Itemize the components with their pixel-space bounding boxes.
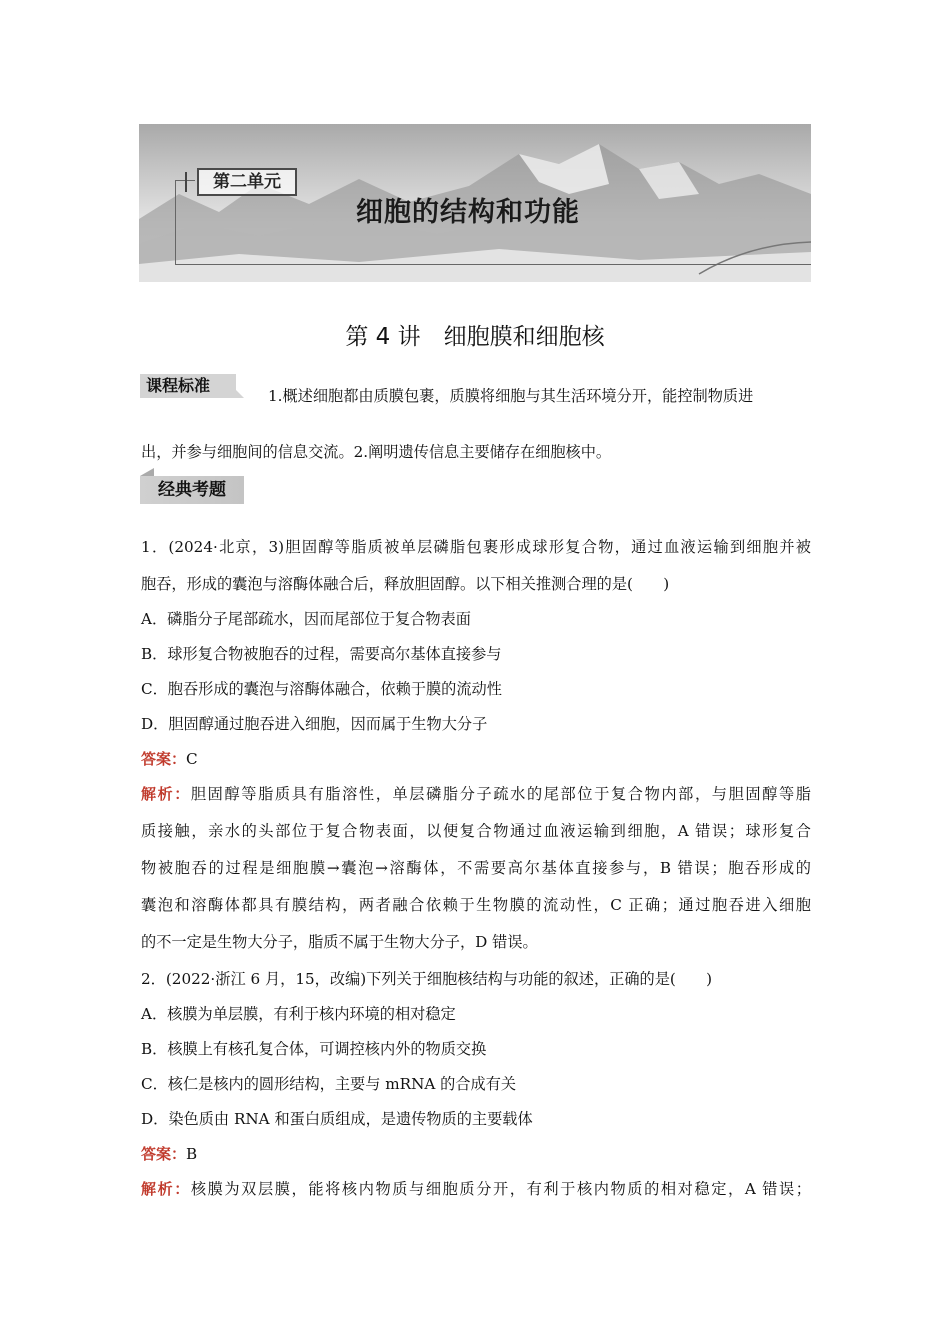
answer-value: B (186, 1145, 198, 1163)
question-1-option-d: D．胆固醇通过胞吞进入细胞，因而属于生物大分子 (141, 715, 488, 733)
course-standard-tag (140, 374, 236, 398)
course-standard-label: 课程标准 (146, 376, 211, 395)
question-2-option-c: C．核仁是核内的圆形结构，主要与 mRNA 的合成有关 (141, 1075, 517, 1093)
question-1-option-b: B．球形复合物被胞吞的过程，需要高尔基体直接参与 (141, 645, 502, 663)
question-1-stem-line1: 1．(2024·北京，3)胆固醇等脂质被单层磷脂包裹形成球形复合物，通过血液运输到细胞并被 (141, 538, 811, 556)
question-1-option-a: A．磷脂分子尾部疏水，因而尾部位于复合物表面 (141, 610, 471, 628)
question-1-analysis-line2: 质接触，亲水的头部位于复合物表面，以便复合物通过血液运输到细胞，A 错误；球形复合 (141, 822, 811, 840)
tag-notch-icon (140, 468, 154, 476)
unit-banner (139, 124, 811, 282)
unit-label: 第二单元 (197, 168, 297, 196)
analysis-label: 解析： (141, 1180, 191, 1198)
banner-tick (185, 172, 187, 192)
analysis-text: 胆固醇等脂质具有脂溶性，单层磷脂分子疏水的尾部位于复合物内部，与胆固醇等脂 (190, 785, 811, 803)
question-1-option-c: C．胞吞形成的囊泡与溶酶体融合，依赖于膜的流动性 (141, 680, 502, 698)
tag-corner-icon (236, 390, 244, 398)
question-1-analysis-line4: 囊泡和溶酶体都具有膜结构，两者融合依赖于生物膜的流动性，C 正确；通过胞吞进入细胞 (141, 896, 811, 914)
question-1-answer (141, 748, 198, 769)
question-1-analysis-line1 (141, 783, 811, 804)
classic-questions-tag (140, 476, 244, 504)
course-standard-line1: 1.概述细胞都由质膜包裹，质膜将细胞与其生活环境分开，能控制物质进 (268, 387, 754, 405)
unit-title: 细胞的结构和功能 (356, 197, 580, 228)
question-2-answer (141, 1143, 197, 1164)
banner-frame-line (175, 264, 811, 265)
question-2-option-a: A．核膜为单层膜，有利于核内环境的相对稳定 (141, 1005, 456, 1023)
question-2-analysis-line1 (141, 1178, 811, 1199)
course-standard-line2: 出，并参与细胞间的信息交流。2.阐明遗传信息主要储存在细胞核中。 (141, 443, 612, 461)
question-1-stem-line2: 胞吞，形成的囊泡与溶酶体融合后，释放胆固醇。以下相关推测合理的是( ) (141, 575, 670, 593)
answer-label: 答案： (141, 750, 187, 768)
question-2-option-b: B．核膜上有核孔复合体，可调控核内外的物质交换 (141, 1040, 487, 1058)
answer-value: C (186, 750, 198, 768)
question-2-stem-line1: 2．(2022·浙江 6 月，15，改编)下列关于细胞核结构与功能的叙述，正确的是( ) (141, 970, 713, 988)
classic-questions-label: 经典考题 (158, 480, 226, 500)
banner-frame-line (175, 180, 176, 264)
lecture-title: 第 4 讲 细胞膜和细胞核 (345, 324, 605, 350)
answer-label: 答案： (141, 1145, 187, 1163)
question-2-option-d: D．染色质由 RNA 和蛋白质组成，是遗传物质的主要载体 (141, 1110, 533, 1128)
analysis-text: 核膜为双层膜，能将核内物质与细胞质分开，有利于核内物质的相对稳定，A 错误； (190, 1180, 811, 1198)
question-1-analysis-line3: 物被胞吞的过程是细胞膜→囊泡→溶酶体，不需要高尔基体直接参与，B 错误；胞吞形成的 (141, 859, 811, 877)
analysis-label: 解析： (141, 785, 191, 803)
question-1-analysis-line5: 的不一定是生物大分子，脂质不属于生物大分子，D 错误。 (141, 933, 538, 951)
